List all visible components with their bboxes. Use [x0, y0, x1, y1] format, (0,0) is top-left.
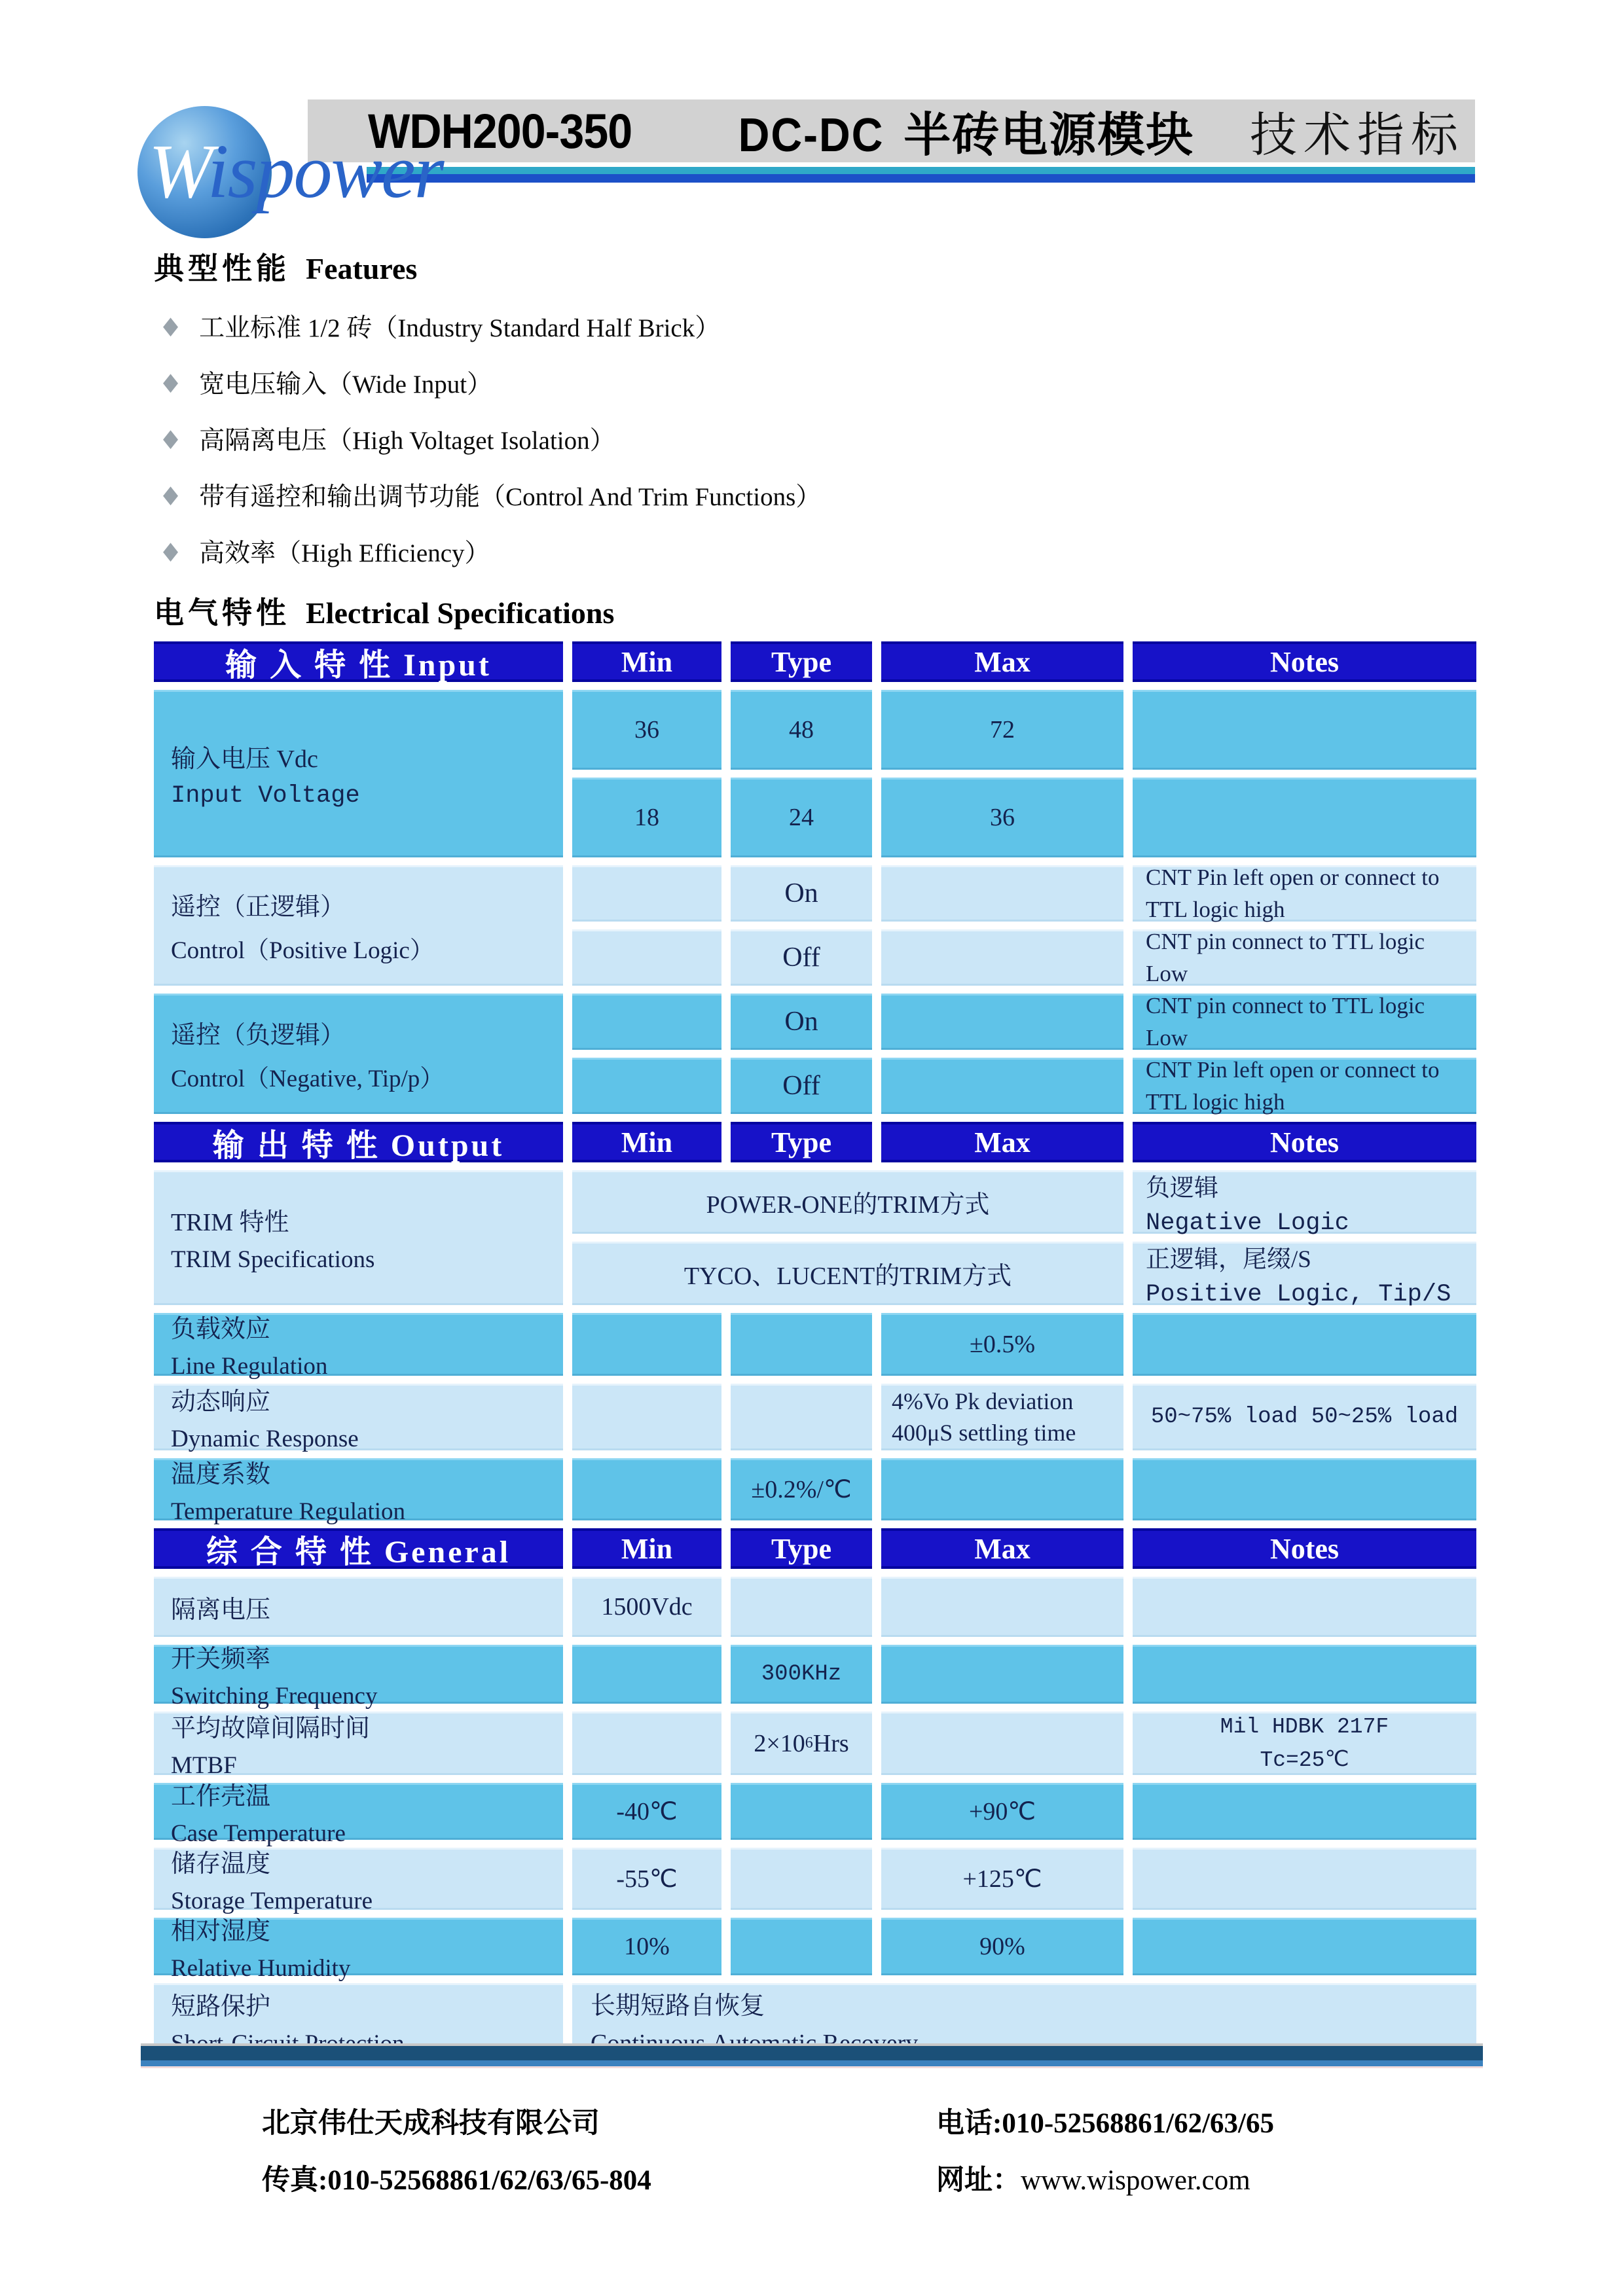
column-header-type: Type	[731, 641, 872, 682]
spec-value-on: On	[731, 865, 872, 922]
column-header-notes: Notes	[1133, 1122, 1476, 1162]
spec-label-cn: 开关频率	[171, 1645, 271, 1673]
spec-label-cn: 动态响应	[171, 1388, 271, 1416]
column-header-notes: Notes	[1133, 1528, 1476, 1569]
empty-cell	[1133, 1577, 1476, 1637]
spec-note: CNT Pin left open or connect to TTL logic high	[1133, 1058, 1476, 1114]
spec-note-cn: 正逻辑，尾缀/S	[1146, 1246, 1311, 1273]
column-header-type: Type	[731, 1122, 872, 1162]
empty-cell	[572, 865, 721, 922]
spec-value: ±0.2%/℃	[731, 1458, 872, 1520]
page-title-latin: DC-DC	[738, 109, 884, 162]
spec-label-case-temperature	[154, 1782, 563, 1847]
spec-label-control-negative	[154, 994, 563, 1114]
empty-cell	[572, 1058, 721, 1114]
spec-label-en: Dynamic Response	[171, 1426, 359, 1452]
masthead	[0, 0, 1623, 241]
spec-value: 18	[572, 778, 721, 857]
spec-label-en: Temperature Regulation	[171, 1498, 406, 1525]
empty-cell	[881, 929, 1123, 986]
empty-cell	[1133, 778, 1476, 857]
empty-cell	[1133, 1458, 1476, 1520]
diamond-bullet-icon: ◆	[163, 537, 179, 564]
empty-cell	[1133, 1848, 1476, 1910]
spec-label-temperature-regulation	[154, 1458, 563, 1525]
footer-contact	[262, 2101, 1623, 2215]
page-content	[0, 245, 1623, 2060]
spec-label-en: Line Regulation	[171, 1353, 328, 1380]
empty-cell	[572, 1712, 721, 1775]
features-heading-cn: 典型性能	[154, 252, 290, 285]
feature-text: 宽电压输入（Wide Input）	[199, 370, 493, 399]
mtbf-exponent: 6	[805, 1734, 813, 1751]
spec-label-cn: 输入电压 Vdc	[171, 745, 318, 773]
spec-note	[1133, 1242, 1476, 1308]
spec-label-trim	[154, 1170, 563, 1305]
spec-value: 72	[881, 690, 1123, 770]
spec-note	[1133, 1170, 1476, 1237]
feature-text: 工业标准 1/2 砖（Industry Standard Half Brick）	[199, 314, 721, 342]
spec-label-cn: 平均故障间隔时间	[171, 1714, 371, 1742]
page-title-cn: 半砖电源模块	[890, 109, 1195, 162]
spec-value-off: Off	[731, 929, 872, 986]
empty-cell	[731, 1577, 872, 1637]
spec-value: ±0.5%	[881, 1313, 1123, 1376]
logo-rest: ispower	[207, 128, 443, 214]
column-header-min: Min	[572, 1122, 721, 1162]
spec-label-en: Case Temperature	[171, 1820, 346, 1847]
empty-cell	[881, 1645, 1123, 1704]
spec-note: CNT pin connect to TTL logic Low	[1133, 994, 1476, 1050]
website	[936, 2158, 1274, 2198]
empty-cell	[881, 1058, 1123, 1114]
spec-value: 24	[731, 778, 872, 857]
spec-note: 50~75% load 50~25% load	[1133, 1384, 1476, 1450]
list-item	[163, 308, 1476, 344]
diamond-bullet-icon: ◆	[163, 368, 179, 395]
spec-value-mtbf	[731, 1712, 872, 1775]
mtbf-base: 2×10	[754, 1729, 805, 1757]
spec-label-en: Relative Humidity	[171, 1955, 351, 1982]
spec-value: -40℃	[572, 1783, 721, 1840]
spec-value: +90℃	[881, 1783, 1123, 1840]
empty-cell	[881, 1577, 1123, 1637]
spec-value: 36	[881, 778, 1123, 857]
empty-cell	[731, 1783, 872, 1840]
company-name: 北京伟仕天成科技有限公司	[262, 2108, 600, 2139]
list-item	[163, 533, 1476, 569]
mtbf-unit: Hrs	[812, 1729, 849, 1757]
column-header-notes: Notes	[1133, 641, 1476, 682]
electrical-heading-cn: 电气特性	[154, 596, 290, 630]
spec-note	[1133, 1712, 1476, 1775]
column-header-min: Min	[572, 641, 721, 682]
empty-cell	[731, 1848, 872, 1910]
website-url: www.wispower.com	[1021, 2165, 1250, 2196]
spec-note: CNT Pin left open or connect to TTL logic high	[1133, 865, 1476, 922]
column-header-max: Max	[881, 1122, 1123, 1162]
spec-label-control-positive	[154, 865, 563, 986]
diamond-bullet-icon: ◆	[163, 424, 179, 452]
divider-dark-bar	[141, 2046, 1483, 2060]
spec-label-cn: 负载效应	[171, 1316, 271, 1343]
spec-note-line1: Mil HDBK 217F	[1220, 1714, 1389, 1739]
spec-label-storage-temperature	[154, 1848, 563, 1914]
table-section-header-general: 综 合 特 性 General	[154, 1528, 563, 1569]
empty-cell	[1133, 1313, 1476, 1376]
spec-label-en: Storage Temperature	[171, 1887, 373, 1914]
spec-label-cn: 短路保护	[171, 1993, 271, 2020]
spec-value-merged: POWER-ONE的TRIM方式	[572, 1170, 1123, 1234]
spec-label-switching-frequency	[154, 1645, 563, 1710]
empty-cell	[731, 1918, 872, 1975]
empty-cell	[881, 994, 1123, 1050]
page-title	[732, 97, 1194, 165]
spec-value: 36	[572, 690, 721, 770]
empty-cell	[572, 1645, 721, 1704]
spec-label-cn: 储存温度	[171, 1850, 271, 1878]
page-subtitle: 技术指标	[1249, 109, 1465, 162]
empty-cell	[881, 1458, 1123, 1520]
spec-label-cn: TRIM 特性	[171, 1209, 289, 1236]
spec-value-cn: 长期短路自恢复	[591, 1992, 765, 2020]
spec-label-mtbf	[154, 1712, 563, 1779]
website-label: 网址：	[936, 2165, 1021, 2196]
empty-cell	[572, 994, 721, 1050]
empty-cell	[572, 1313, 721, 1376]
spec-label-cn: 遥控（正逻辑）	[171, 893, 346, 921]
spec-label-cn: 隔离电压	[171, 1596, 271, 1624]
empty-cell	[1133, 1918, 1476, 1975]
spec-note-en: Negative Logic	[1146, 1209, 1349, 1237]
spec-value-on: On	[731, 994, 872, 1050]
list-item	[163, 476, 1476, 513]
empty-cell	[881, 865, 1123, 922]
empty-cell	[1133, 1783, 1476, 1840]
features-heading-en: Features	[306, 252, 418, 285]
diamond-bullet-icon: ◆	[163, 312, 179, 339]
feature-text: 高隔离电压（High Voltaget Isolation）	[199, 427, 615, 455]
features-heading	[154, 245, 1476, 288]
table-section-header-output: 输 出 特 性 Output	[154, 1122, 563, 1162]
empty-cell	[1133, 1645, 1476, 1704]
spec-label-en: MTBF	[171, 1751, 237, 1779]
divider-pink-line	[141, 2066, 1483, 2068]
empty-cell	[731, 1313, 872, 1376]
logo-w: W	[149, 128, 208, 214]
spec-label-line-regulation	[154, 1313, 563, 1380]
spec-label-relative-humidity	[154, 1918, 563, 1982]
spec-label-cn: 相对湿度	[171, 1918, 271, 1945]
divider-blue-stripe	[141, 2060, 1483, 2066]
empty-cell	[881, 1712, 1123, 1775]
empty-cell	[1133, 690, 1476, 770]
feature-text: 高效率（High Efficiency）	[199, 539, 490, 567]
column-header-max: Max	[881, 1528, 1123, 1569]
spec-value-line1: 4%Vo Pk deviation	[892, 1388, 1074, 1414]
header-teal-stripe	[367, 167, 1475, 174]
list-item	[163, 364, 1476, 401]
empty-cell	[572, 929, 721, 986]
footer-left-column	[262, 2101, 936, 2215]
feature-text: 带有遥控和输出调节功能（Control And Trim Functions）	[199, 483, 822, 511]
electrical-heading	[154, 589, 1476, 632]
header-blue-stripe	[367, 174, 1475, 183]
product-model: WDH200-350	[368, 103, 632, 158]
list-item	[163, 420, 1476, 457]
spec-note-line2: Tc=25℃	[1260, 1748, 1349, 1772]
wispower-logo	[108, 84, 448, 241]
spec-label-cn: 遥控（负逻辑）	[171, 1021, 346, 1049]
column-header-type: Type	[731, 1528, 872, 1569]
spec-label-cn: 工作壳温	[171, 1782, 271, 1810]
spec-value: 90%	[881, 1918, 1123, 1975]
spec-value: 1500Vdc	[572, 1577, 721, 1637]
empty-cell	[572, 1458, 721, 1520]
spec-value-merged: TYCO、LUCENT的TRIM方式	[572, 1242, 1123, 1305]
empty-cell	[731, 1384, 872, 1450]
spec-label-cn: 温度系数	[171, 1460, 271, 1488]
column-header-max: Max	[881, 641, 1123, 682]
electrical-heading-en: Electrical Specifications	[306, 596, 615, 630]
spec-label-en: Control（Positive Logic）	[171, 937, 434, 964]
spec-value: -55℃	[572, 1848, 721, 1910]
spec-table	[154, 641, 1476, 2060]
logo-wordmark	[149, 127, 443, 216]
spec-value-off: Off	[731, 1058, 872, 1114]
spec-value: 10%	[572, 1918, 721, 1975]
footer-right-column	[936, 2101, 1274, 2215]
spec-label-en: Switching Frequency	[171, 1683, 378, 1710]
spec-note: CNT pin connect to TTL logic Low	[1133, 929, 1476, 986]
spec-value: +125℃	[881, 1848, 1123, 1910]
phone-number: 电话:010-52568861/62/63/65	[936, 2108, 1274, 2139]
page-footer	[0, 2043, 1623, 2215]
spec-note-en: Positive Logic, Tip/S	[1146, 1280, 1451, 1308]
spec-value-multiline	[881, 1384, 1123, 1450]
spec-label-isolation	[154, 1577, 563, 1637]
fax-number: 传真:010-52568861/62/63/65-804	[262, 2165, 651, 2196]
spec-label-en: Input Voltage	[171, 781, 360, 810]
spec-label-dynamic-response	[154, 1384, 563, 1450]
column-header-min: Min	[572, 1528, 721, 1569]
spec-value: 300KHz	[731, 1645, 872, 1704]
spec-value: 48	[731, 690, 872, 770]
spec-label-en: Control（Negative, Tip/p）	[171, 1065, 445, 1092]
empty-cell	[572, 1384, 721, 1450]
diamond-bullet-icon: ◆	[163, 480, 179, 508]
features-list	[163, 308, 1476, 569]
table-section-header-input: 输 入 特 性 Input	[154, 641, 563, 682]
spec-label-input-voltage	[154, 690, 563, 857]
title-bar	[308, 99, 1475, 162]
spec-note-cn: 负逻辑	[1146, 1174, 1218, 1202]
spec-label-en: TRIM Specifications	[171, 1246, 375, 1273]
spec-value-line2: 400μS settling time	[892, 1420, 1076, 1446]
footer-divider	[141, 2043, 1483, 2068]
